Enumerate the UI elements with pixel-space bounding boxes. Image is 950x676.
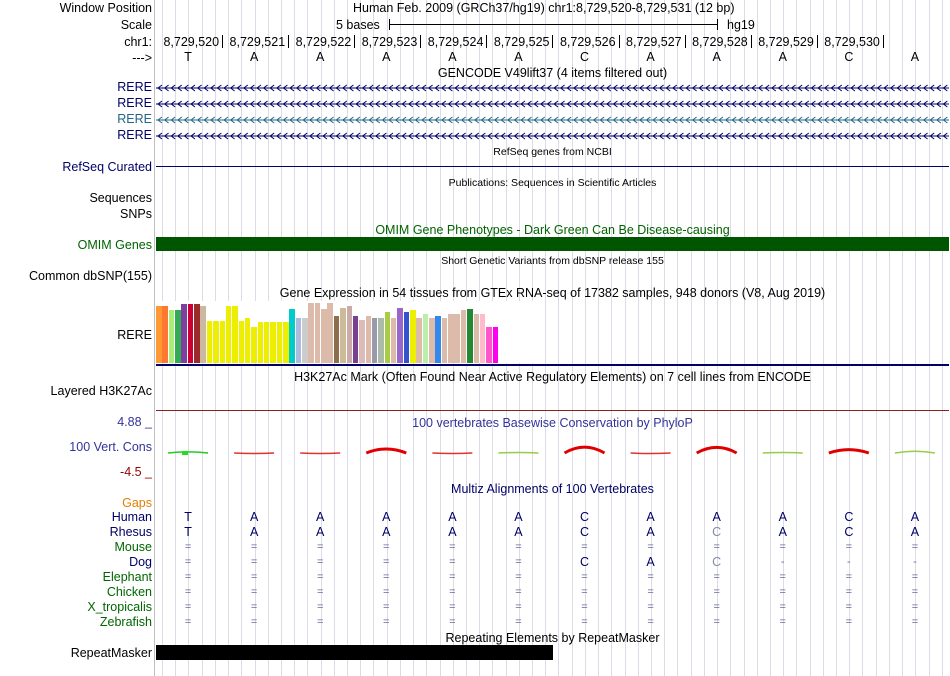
sequence-base: T	[184, 50, 192, 64]
sequence-base: A	[249, 50, 259, 64]
alignment-cell: =	[383, 586, 390, 598]
alignment-cell: =	[515, 616, 522, 628]
alignment-cell: =	[515, 541, 522, 553]
alignment-cell: =	[581, 541, 588, 553]
alignment-cell: A	[316, 525, 325, 539]
alignment-cell: =	[515, 571, 522, 583]
species-label-zebrafish[interactable]: Zebrafish	[99, 615, 152, 629]
alignment-cell: =	[911, 586, 919, 598]
alignment-cell: A	[778, 525, 787, 539]
ruler-position: 8,729,520	[163, 35, 220, 49]
alignment-cell: =	[383, 541, 390, 553]
alignment-cell: -	[913, 556, 917, 568]
alignment-cell: A	[448, 510, 457, 524]
strand-label: --->	[132, 51, 152, 65]
omim-title: OMIM Gene Phenotypes - Dark Green Can Be Disease-causing	[375, 223, 730, 237]
alignment-cell: =	[845, 571, 853, 583]
alignment-cell: =	[911, 616, 919, 628]
alignment-cell: =	[184, 616, 192, 628]
alignment-cell: =	[713, 586, 720, 598]
alignment-cell: =	[911, 571, 919, 583]
alignment-cell: =	[316, 616, 324, 628]
alignment-cell: =	[779, 586, 786, 598]
alignment-cell: A	[249, 510, 259, 524]
sequence-base: A	[910, 50, 920, 64]
alignment-cell: =	[449, 616, 456, 628]
ruler-position: 8,729,529	[758, 35, 814, 49]
alignment-cell: A	[712, 510, 721, 524]
alignment-cell: =	[515, 586, 522, 598]
gencode-item-label[interactable]: RERE	[117, 96, 152, 110]
h3k27ac-label[interactable]: Layered H3K27Ac	[50, 384, 152, 398]
alignment-cell: =	[713, 616, 720, 628]
species-label-chicken[interactable]: Chicken	[106, 585, 152, 599]
gencode-title: GENCODE V49lift37 (4 items filtered out)	[437, 66, 668, 80]
alignment-cell: =	[647, 601, 654, 613]
alignment-cell: -	[846, 556, 851, 568]
phylop-score-mark	[234, 453, 274, 454]
ruler-position: 8,729,521	[229, 35, 286, 49]
gtex-title: Gene Expression in 54 tissues from GTEx RNA-seq of 17382 samples, 948 donors (V8, Aug 2019)	[279, 286, 826, 300]
scale-text: 5 bases	[336, 18, 380, 32]
alignment-cell: =	[581, 601, 588, 613]
alignment-cell: C	[580, 510, 590, 524]
sequence-base: A	[712, 50, 721, 64]
phylop-score-mark	[498, 453, 538, 454]
alignment-cell: A	[646, 555, 655, 569]
alignment-cell: A	[778, 510, 787, 524]
alignment-cell: =	[779, 571, 786, 583]
ruler-position: 8,729,526	[559, 35, 616, 49]
phylop-label[interactable]: 100 Vert. Cons	[69, 440, 152, 454]
scale-label: Scale	[120, 18, 152, 32]
phylop-score-mark	[829, 450, 869, 453]
alignment-cell: =	[184, 541, 192, 553]
species-label-human[interactable]: Human	[111, 510, 152, 524]
gtex-label[interactable]: RERE	[117, 328, 152, 342]
alignment-cell: =	[911, 601, 919, 613]
ruler-position: 8,729,528	[692, 35, 748, 49]
alignment-cell: =	[383, 616, 390, 628]
alignment-cell: =	[647, 616, 654, 628]
alignment-cell: =	[250, 571, 258, 583]
alignment-cell: =	[316, 571, 324, 583]
alignment-cell: -	[780, 556, 785, 568]
alignment-cell: =	[250, 541, 258, 553]
species-label-dog[interactable]: Dog	[129, 555, 152, 569]
alignment-cell: A	[910, 510, 920, 524]
ruler-position: 8,729,525	[493, 35, 550, 49]
alignment-cell: =	[316, 586, 324, 598]
repeatmasker-title: Repeating Elements by RepeatMasker	[445, 631, 660, 645]
phylop-score-mark	[763, 453, 803, 454]
alignment-cell: T	[184, 510, 192, 524]
alignment-cell: =	[316, 541, 324, 553]
h3k27ac-title: H3K27Ac Mark (Often Found Near Active Regulatory Elements) on 7 cell lines from ENCODE	[294, 370, 811, 384]
phylop-score-mark	[565, 447, 605, 453]
phylop-score-mark	[366, 449, 406, 453]
species-label-mouse[interactable]: Mouse	[114, 540, 152, 554]
alignment-cell: =	[383, 556, 390, 568]
alignment-cell: C	[712, 555, 722, 569]
species-label-x_tropicalis[interactable]: X_tropicalis	[87, 600, 152, 614]
alignment-cell: =	[845, 586, 853, 598]
phylop-score-mark	[432, 453, 472, 454]
alignment-cell: =	[449, 556, 456, 568]
alignment-cell: =	[449, 541, 456, 553]
ruler-position: 8,729,527	[626, 35, 682, 49]
alignment-cell: A	[910, 525, 920, 539]
phylop-score-mark	[182, 451, 188, 455]
sequence-base: A	[448, 50, 457, 64]
refseq-label[interactable]: RefSeq Curated	[62, 160, 152, 174]
omim-label[interactable]: OMIM Genes	[77, 238, 152, 252]
alignment-cell: A	[249, 525, 259, 539]
phylop-max: 4.88 _	[117, 415, 152, 429]
alignment-cell: =	[713, 541, 720, 553]
sequence-base: A	[514, 50, 523, 64]
sequence-base: C	[580, 50, 590, 64]
dbsnp-label[interactable]: Common dbSNP(155)	[29, 269, 152, 283]
alignment-cell: =	[250, 616, 258, 628]
publications-title: Publications: Sequences in Scientific Articles	[448, 177, 657, 189]
alignment-cell: A	[646, 525, 655, 539]
alignment-cell: =	[713, 571, 720, 583]
alignment-cell: =	[581, 616, 588, 628]
alignment-cell: =	[647, 571, 654, 583]
alignment-cell: =	[581, 586, 588, 598]
alignment-cell: C	[844, 525, 854, 539]
alignment-cell: C	[580, 555, 590, 569]
alignment-cell: C	[712, 525, 722, 539]
alignment-cell: =	[184, 571, 192, 583]
phylop-score-mark	[697, 447, 737, 453]
sequence-base: A	[646, 50, 655, 64]
alignment-cell: =	[250, 556, 258, 568]
alignment-cell: A	[382, 510, 391, 524]
alignment-cell: =	[515, 601, 522, 613]
alignment-cell: A	[646, 510, 655, 524]
repeatmasker-label[interactable]: RepeatMasker	[70, 646, 152, 660]
gencode-item-label[interactable]: RERE	[117, 80, 152, 94]
species-label-rhesus[interactable]: Rhesus	[109, 525, 152, 539]
alignment-cell: =	[383, 571, 390, 583]
alignment-cell: =	[647, 541, 654, 553]
alignment-cell: T	[184, 525, 192, 539]
phylop-min: -4.5 _	[120, 465, 152, 479]
ruler-position: 8,729,524	[427, 35, 484, 49]
alignment-cell: =	[184, 601, 192, 613]
alignment-cell: =	[515, 556, 522, 568]
phylop-score-mark	[895, 451, 935, 453]
sequence-base: A	[382, 50, 391, 64]
alignment-cell: =	[911, 541, 919, 553]
alignment-cell: =	[316, 601, 324, 613]
refseq-title: RefSeq genes from NCBI	[493, 146, 612, 158]
species-label-elephant[interactable]: Elephant	[102, 570, 152, 584]
alignment-cell: =	[845, 601, 853, 613]
sequence-base: A	[778, 50, 787, 64]
assembly-label: hg19	[727, 18, 755, 32]
position-title: Human Feb. 2009 (GRCh37/hg19) chr1:8,729,520-8,729,531 (12 bp)	[353, 1, 735, 15]
alignment-cell: A	[382, 525, 391, 539]
gencode-item-label[interactable]: RERE	[117, 112, 152, 126]
alignment-cell: =	[779, 541, 786, 553]
phylop-title: 100 vertebrates Basewise Conservation by PhyloP	[412, 416, 693, 430]
alignment-cell: =	[383, 601, 390, 613]
dbsnp-title: Short Genetic Variants from dbSNP release 155	[441, 255, 664, 267]
alignment-cell: =	[845, 616, 853, 628]
sequence-base: A	[316, 50, 325, 64]
alignment-cell: A	[514, 510, 523, 524]
alignment-cell: C	[580, 525, 590, 539]
sequence-base: C	[844, 50, 854, 64]
publications-label-sequences[interactable]: Sequences	[89, 191, 152, 205]
alignment-cell: =	[779, 616, 786, 628]
alignment-cell: =	[316, 556, 324, 568]
ruler-position: 8,729,522	[295, 35, 352, 49]
alignment-cell: =	[779, 601, 786, 613]
alignment-cell: =	[647, 586, 654, 598]
ruler-position: 8,729,530	[824, 35, 880, 49]
alignment-cell: =	[250, 586, 258, 598]
repeatmasker-element[interactable]	[156, 645, 553, 660]
alignment-cell: =	[184, 556, 192, 568]
phylop-score-mark	[300, 453, 340, 454]
alignment-cell: =	[581, 571, 588, 583]
multiz-title: Multiz Alignments of 100 Vertebrates	[451, 482, 654, 496]
alignment-cell: =	[250, 601, 258, 613]
ruler-position: 8,729,523	[361, 35, 418, 49]
publications-label-snps[interactable]: SNPs	[120, 207, 152, 221]
alignment-cell: A	[316, 510, 325, 524]
alignment-cell: A	[514, 525, 523, 539]
alignment-cell: C	[844, 510, 854, 524]
alignment-cell: =	[184, 586, 192, 598]
alignment-cell: A	[448, 525, 457, 539]
alignment-cell: =	[845, 541, 853, 553]
alignment-cell: =	[713, 601, 720, 613]
phylop-score-mark	[631, 453, 671, 454]
alignment-cell: =	[449, 571, 456, 583]
alignment-cell: =	[449, 586, 456, 598]
gencode-item-label[interactable]: RERE	[117, 128, 152, 142]
alignment-cell: =	[449, 601, 456, 613]
chr-label: chr1:	[124, 35, 152, 49]
window-position-label: Window Position	[59, 1, 152, 15]
gaps-label[interactable]: Gaps	[122, 496, 152, 510]
